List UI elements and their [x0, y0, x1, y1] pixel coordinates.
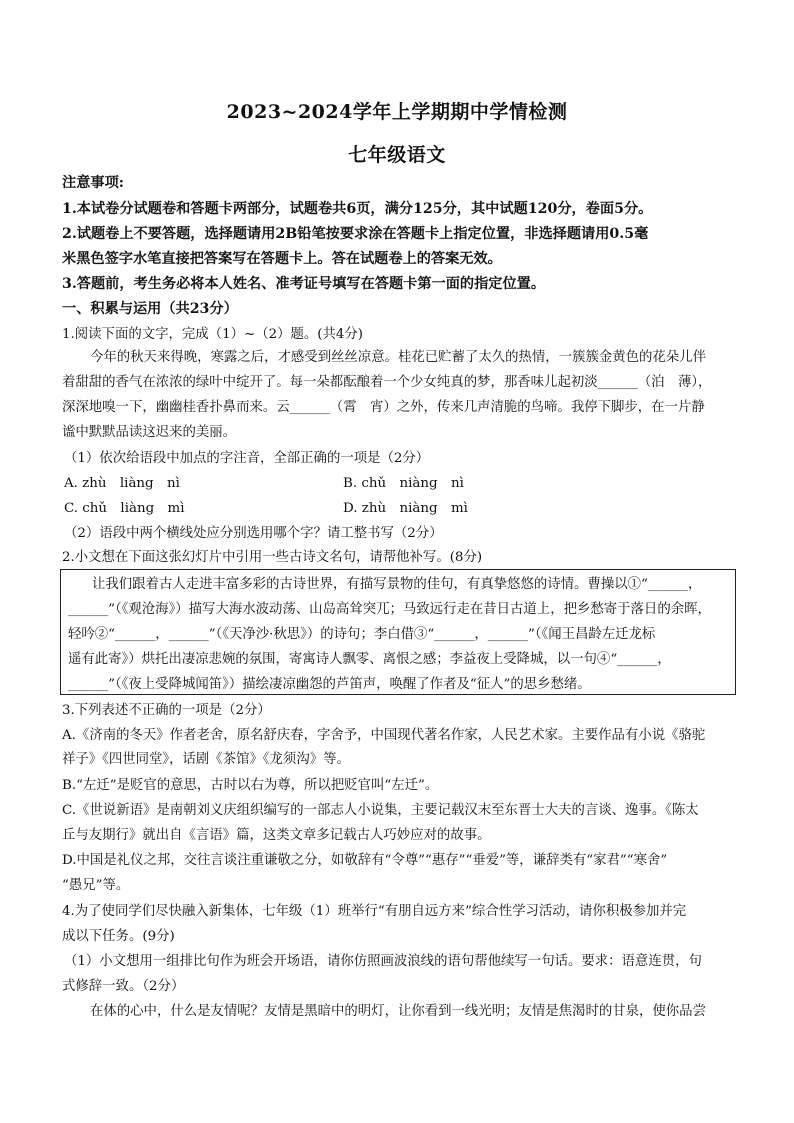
q1-passage-line: 深深地嗅一下，幽幽桂香扑鼻而来。云______（霄 宵）之外，传来几声清脆的鸟啼。我停下脚步，在一片静 — [62, 400, 705, 415]
q4-part1: 式修辞一致。（2分） — [62, 979, 185, 994]
q3-option-line: 祥子》《四世同堂》，话剧《茶馆》《龙须沟》等。 — [62, 752, 350, 767]
q3-option-line: 丘与友期行》就出自《言语》篇，这类文章多记载古人巧妙应对的故事。 — [62, 828, 491, 843]
question-2-stem: 2.小文想在下面这张幻灯片中引用一些古诗文名句，请帮他补写。(8分) — [62, 550, 483, 565]
exam-subtitle: 七年级语文 — [348, 144, 446, 166]
q1-part1: （1）依次给语段中加点的字注音，全部正确的一项是（2分） — [64, 451, 430, 466]
notice-heading: 注意事项: — [62, 175, 124, 191]
slide-line: 轻吟②“______，______”（《天净沙·秋思》）的诗句；李白借③“______，______”（《闻王昌龄左迁龙标 — [68, 627, 656, 642]
question-1-stem: 1.阅读下面的文字，完成（1）~（2）题。(共4分) — [62, 327, 364, 342]
slide-line: ______”（《夜上受降城闻笛》）描绘凄凉幽怨的芦笛声，唤醒了作者及“征人”的思乡愁绪。 — [68, 677, 591, 692]
notice-item: 米黑色签字水笔直接把答案写在答题卡上。答在试题卷上的答案无效。 — [62, 251, 502, 267]
q1-option-c: C. chǔ liàng mì — [64, 501, 185, 516]
slide-line: ______”（《观沧海》）描写大海水波动荡、山岛高耸突兀；马致远行走在昔日古道上，把乡愁寄于落日的余晖， — [68, 602, 711, 617]
question-4-stem: 4.为了使同学们尽快融入新集体，七年级（1）班举行“有朋自远方来”综合性学习活动，请你积极参加并完 — [62, 904, 687, 919]
slide-line: 让我们跟着古人走进丰富多彩的古诗世界，有描写景物的佳句，有真挚悠悠的诗情。曹操以①“______， — [92, 577, 702, 592]
q1-option-d: D. zhù niàng mì — [343, 501, 468, 516]
q3-option-line: D.中国是礼仪之邦，交往言谈注重谦敬之分，如敬辞有“令尊”“惠存”“垂爱”等，谦辞类有“家君”“寒舍” — [62, 853, 668, 868]
q4-passage-line: 在体的心中，什么是友情呢？友情是黑暗中的明灯，让你看到一线光明；友情是焦渴时的甘泉，使你品尝 — [90, 1004, 706, 1019]
notice-item: 2.试题卷上不要答题，选择题请用2B铅笔按要求涂在答题卡上指定位置，非选择题请用0.5毫 — [62, 226, 649, 242]
q3-option-line: A.《济南的冬天》作者老舍，原名舒庆春，字舍予，中国现代著名作家，人民艺术家。主要作品有小说《骆驼 — [62, 728, 706, 743]
slide-line: 遥有此寄》）烘托出凄凉悲婉的氛围，寄寓诗人飘零、离恨之感；李益夜上受降城，以一句④“______， — [68, 652, 671, 667]
q1-option-a: A. zhù liàng nì — [64, 476, 180, 491]
notice-item: 3.答题前，考生务必将本人姓名、准考证号填写在答题卡第一面的指定位置。 — [62, 276, 546, 292]
q3-option-line: “愚兄”等。 — [62, 878, 130, 893]
q3-option-line: C.《世说新语》是南朝刘义庆组织编写的一部志人小说集，主要记载汉末至东晋士大夫的言谈、逸事。《陈太 — [62, 803, 699, 818]
question-4-stem: 成以下任务。(9分) — [62, 929, 175, 944]
q3-option-line: B.“左迁”是贬官的意思，古时以右为尊，所以把贬官叫“左迁”。 — [62, 778, 439, 793]
q1-passage-line: 谧中默默品读这迟来的美丽。 — [62, 425, 237, 440]
q1-option-b: B. chǔ niàng nì — [343, 476, 464, 491]
question-3-stem: 3.下列表述不正确的一项是（2分） — [62, 703, 271, 718]
exam-title: 2023~2024学年上学期期中学情检测 — [226, 101, 568, 123]
q1-part2: （2）语段中两个横线处应分别选用哪个字？请工整书写（2分） — [64, 526, 443, 541]
q4-part1: （1）小文想用一组排比句作为班会开场语，请你仿照画波浪线的语句帮他续写一句话。要求：语意连贯，句 — [64, 954, 702, 969]
q1-passage-line: 着甜甜的香气在浓浓的绿叶中绽开了。每一朵都酝酿着一个少女纯真的梦，那香味儿起初淡______（泊 薄）， — [62, 375, 712, 390]
section-heading: 一、积累与运用（共23分） — [62, 301, 238, 317]
notice-item: 1.本试卷分试题卷和答题卡两部分，试题卷共6页，满分125分，其中试题120分，卷面5分。 — [62, 201, 653, 217]
q1-passage-line: 今年的秋天来得晚，寒露之后，才感受到丝丝凉意。桂花已贮蓄了太久的热情，一簇簇金黄色的花朵儿伴 — [90, 350, 706, 365]
